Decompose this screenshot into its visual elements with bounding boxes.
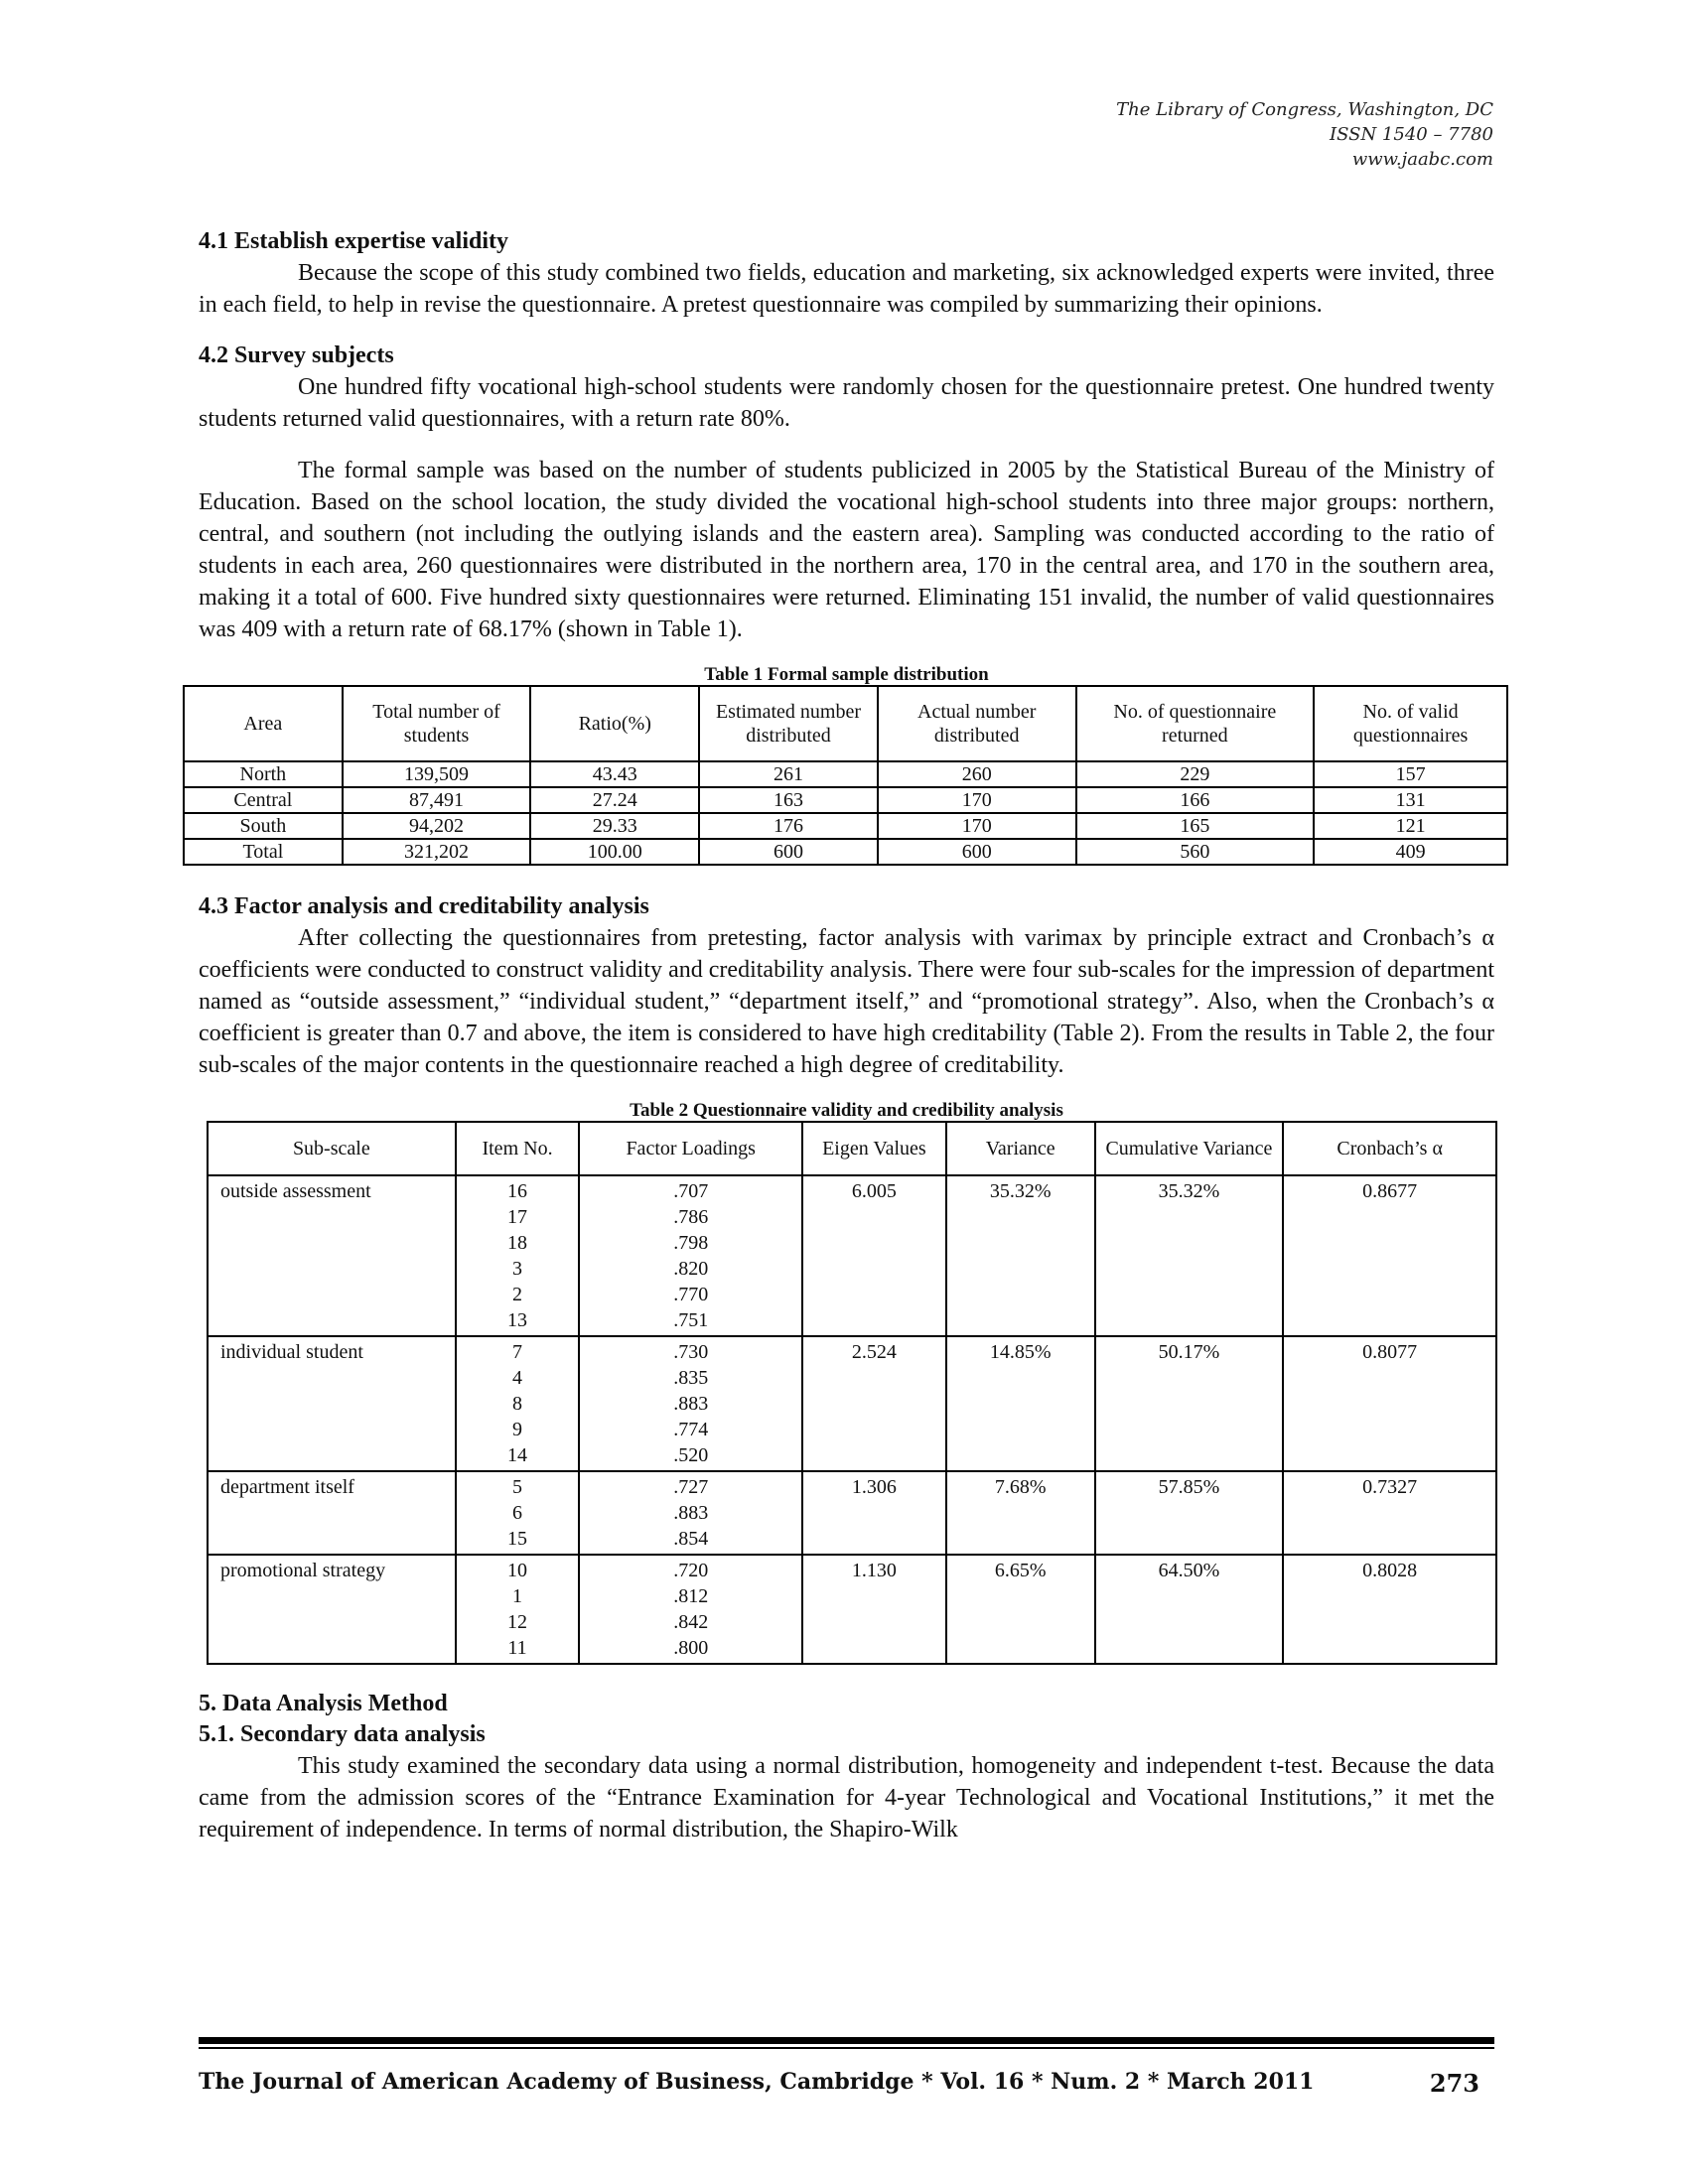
column-header: Area [184,686,343,761]
item-no: 13 [507,1309,528,1331]
section-4-3 [199,891,1494,1081]
loadings-cell [579,1555,802,1664]
variance-cell: 6.65% [946,1555,1095,1664]
factor-loading: .520 [673,1444,709,1466]
header-line-url: www.jaabc.com [1351,149,1493,170]
column-header: Ratio(%) [530,686,699,761]
cumulative-cell: 35.32% [1095,1175,1284,1336]
subscale-cell: individual student [208,1336,456,1471]
paragraph: After collecting the questionnaires from pretesting, factor analysis with varimax by principle extract and Cronbach’s α coefficients were conducted to construct validity and creditability analysis. There were four sub-scales for the impression of department named as “outside assessment,” “individual student,” “department itself,” and “promotional strategy”. Also, when the Cronbach’s α coefficient is greater than 0.7 and above, the item is considered to have high creditability (Table 2). From the results in Table 2, the four sub-scales of the major contents in the questionnaire reached a high degree of creditability. [199,925,1494,1078]
column-header: Factor Loadings [579,1122,802,1175]
table-1 [199,665,1494,866]
validity-credibility-table [207,1121,1497,1665]
item-no: 7 [512,1341,523,1363]
section-heading: 4.3 Factor analysis and creditability analysis [199,893,649,919]
table-cell: 29.33 [530,813,699,839]
item-no: 12 [507,1611,528,1633]
eigen-cell: 1.306 [802,1471,946,1555]
running-footer [199,2069,1479,2098]
factor-loading: .730 [673,1341,709,1363]
table-cell: South [184,813,343,839]
column-header: Cronbach’s α [1283,1122,1496,1175]
table-row [184,839,1507,865]
item-no-cell [456,1336,580,1471]
factor-loading: .720 [673,1560,709,1581]
footer-rule [199,2037,1494,2044]
factor-loading: .883 [673,1393,709,1415]
table-row [208,1471,1496,1555]
table-cell: 100.00 [530,839,699,865]
table-cell: 163 [699,787,878,813]
section-4-1 [199,226,1494,321]
table-cell: 170 [878,813,1076,839]
table-cell: 139,509 [343,761,531,787]
item-no: 1 [512,1585,523,1607]
table-row [208,1555,1496,1664]
section-5 [199,1689,1494,1845]
item-no: 5 [512,1476,523,1498]
column-header: Cumulative Variance [1095,1122,1284,1175]
table-cell: 157 [1314,761,1507,787]
factor-loading: .820 [673,1258,709,1280]
item-no: 15 [507,1528,528,1550]
column-header: No. of questionnaire returned [1076,686,1315,761]
factor-loading: .707 [673,1180,709,1202]
header-line-issn: ISSN 1540 – 7780 [1330,124,1493,145]
subscale-cell: outside assessment [208,1175,456,1336]
subscale-cell: promotional strategy [208,1555,456,1664]
column-header: Actual number distributed [878,686,1076,761]
item-no: 3 [512,1258,523,1280]
column-header: Variance [946,1122,1095,1175]
table-cell: 261 [699,761,878,787]
journal-citation: The Journal of American Academy of Business, Cambridge * Vol. 16 * Num. 2 * March 2011 [199,2069,1315,2095]
table-cell: 229 [1076,761,1315,787]
table-header-row [184,686,1507,761]
section-heading: 5. Data Analysis Method [199,1691,448,1716]
table-cell: 121 [1314,813,1507,839]
loadings-cell [579,1336,802,1471]
sample-distribution-table [183,685,1508,866]
item-no: 14 [507,1444,528,1466]
subsection-heading: 5.1. Secondary data analysis [199,1721,486,1747]
table-row [184,813,1507,839]
table-cell: 27.24 [530,787,699,813]
article-body [199,226,1494,1845]
paragraph: Because the scope of this study combined two fields, education and marketing, six acknowledged experts were invited, three in each field, to help in revise the questionnaire. A pretest questionnaire was compiled by summarizing their opinions. [199,260,1494,318]
table-2 [199,1101,1494,1665]
variance-cell: 35.32% [946,1175,1095,1336]
table-cell: Total [184,839,343,865]
item-no: 6 [512,1502,523,1524]
factor-loading: .842 [673,1611,709,1633]
table-cell: 560 [1076,839,1315,865]
loadings-cell [579,1175,802,1336]
header-line-library: The Library of Congress, Washington, DC [1116,99,1493,120]
alpha-cell: 0.8028 [1283,1555,1496,1664]
table-header-row [208,1122,1496,1175]
column-header: Total number of students [343,686,531,761]
table-cell: Central [184,787,343,813]
table-cell: 176 [699,813,878,839]
factor-loading: .751 [673,1309,709,1331]
table-row [208,1175,1496,1336]
section-4-2 [199,341,1494,645]
variance-cell: 7.68% [946,1471,1095,1555]
alpha-cell: 0.8077 [1283,1336,1496,1471]
column-header: Item No. [456,1122,580,1175]
factor-loading: .812 [673,1585,709,1607]
cumulative-cell: 57.85% [1095,1471,1284,1555]
item-no: 17 [507,1206,528,1228]
factor-loading: .770 [673,1284,709,1305]
table-cell: 409 [1314,839,1507,865]
table-cell: 87,491 [343,787,531,813]
table-cell: 321,202 [343,839,531,865]
section-heading: 4.2 Survey subjects [199,342,394,368]
table-caption: Table 2 Questionnaire validity and credibility analysis [630,1100,1063,1121]
factor-loading: .798 [673,1232,709,1254]
eigen-cell: 6.005 [802,1175,946,1336]
table-cell: 600 [878,839,1076,865]
factor-loading: .883 [673,1502,709,1524]
alpha-cell: 0.7327 [1283,1471,1496,1555]
table-row [184,787,1507,813]
table-cell: 131 [1314,787,1507,813]
section-heading: 4.1 Establish expertise validity [199,228,509,254]
table-row [184,761,1507,787]
item-no: 8 [512,1393,523,1415]
table-row [208,1336,1496,1471]
factor-loading: .854 [673,1528,709,1550]
column-header: Estimated number distributed [699,686,878,761]
running-header [1116,97,1493,172]
subscale-cell: department itself [208,1471,456,1555]
item-no: 18 [507,1232,528,1254]
column-header: Eigen Values [802,1122,946,1175]
item-no-cell [456,1175,580,1336]
paragraph: One hundred fifty vocational high-school students were randomly chosen for the questionnaire pretest. One hundred twenty students returned valid questionnaires, with a return rate 80%. [199,374,1494,432]
cumulative-cell: 50.17% [1095,1336,1284,1471]
item-no: 4 [512,1367,523,1389]
eigen-cell: 1.130 [802,1555,946,1664]
paragraph: This study examined the secondary data using a normal distribution, homogeneity and independent t-test. Because the data came from the admission scores of the “Entrance Examination for 4-year Technological and Vocational Institutions,” it met the requirement of independence. In terms of normal distribution, the Shapiro-Wilk [199,1753,1494,1843]
table-cell: 600 [699,839,878,865]
page-number: 273 [1429,2069,1479,2098]
alpha-cell: 0.8677 [1283,1175,1496,1336]
factor-loading: .774 [673,1419,709,1440]
variance-cell: 14.85% [946,1336,1095,1471]
factor-loading: .800 [673,1637,709,1659]
table-caption: Table 1 Formal sample distribution [704,664,989,685]
footer-rule-thin [199,2047,1494,2049]
item-no-cell [456,1555,580,1664]
column-header: No. of valid questionnaires [1314,686,1507,761]
item-no: 11 [507,1637,527,1659]
item-no: 2 [512,1284,523,1305]
item-no: 16 [507,1180,528,1202]
table-cell: 166 [1076,787,1315,813]
table-cell: 165 [1076,813,1315,839]
table-cell: 260 [878,761,1076,787]
column-header: Sub-scale [208,1122,456,1175]
factor-loading: .727 [673,1476,709,1498]
cumulative-cell: 64.50% [1095,1555,1284,1664]
table-cell: 43.43 [530,761,699,787]
item-no: 10 [507,1560,528,1581]
item-no-cell [456,1471,580,1555]
table-cell: 94,202 [343,813,531,839]
table-cell: 170 [878,787,1076,813]
paragraph: The formal sample was based on the number of students publicized in 2005 by the Statistical Bureau of the Ministry of Education. Based on the school location, the study divided the vocational high-school students into three major groups: northern, central, and southern (not including the outlying islands and the eastern area). Sampling was conducted according to the ratio of students in each area, 260 questionnaires were distributed in the northern area, 170 in the central area, and 170 in the southern area, making it a total of 600. Five hundred sixty questionnaires were returned. Eliminating 151 invalid, the number of valid questionnaires was 409 with a return rate of 68.17% (shown in Table 1). [199,458,1494,642]
factor-loading: .786 [673,1206,709,1228]
table-cell: North [184,761,343,787]
eigen-cell: 2.524 [802,1336,946,1471]
item-no: 9 [512,1419,523,1440]
factor-loading: .835 [673,1367,709,1389]
loadings-cell [579,1471,802,1555]
